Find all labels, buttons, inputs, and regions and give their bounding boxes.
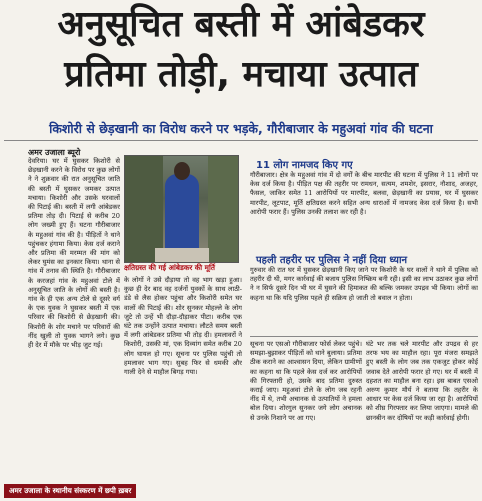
- footer-note: अमर उजाला के स्थानीय संस्करण में छपी ख़बर: [4, 484, 136, 498]
- box-2-text: गुरुवार की रात घर में घुसकर छेड़खानी किए जाने पर किशोरी के घर वालों ने थाने में पुलिस को तहरीर दी थी, मगर कार्रवाई की बजाय पुलिस निष्क्रिय बनी रही। इसी का लाभ उठाकर कुछ लोगों ने न सिर्फ दूसरे दिन भी घर में घुसने की हिमाकत की बल्कि जमकर उपद्रव भी किया। लोगों का कहना था कि यदि पुलिस पहले ही सक्रिय हो जाती तो बवाल न होता।: [250, 266, 478, 302]
- foliage-right: [208, 156, 238, 262]
- headline-line-2: प्रतिमा तोड़ी, मचाया उत्पात: [64, 54, 418, 95]
- pedestal: [155, 248, 209, 262]
- box-1-title: 11 लोग नामजद किए गए: [256, 160, 353, 171]
- column-3: सूचना पर एसओ गौरीबाजार फोर्स लेकर पहुंचे। समझा-बुझाकर पीड़ितों को थाने बुलाया। प्रतिमा ठीक कराने का आश्वासन दिया, लेकिन ग्रामीणों का कहना था कि पहले केस दर्ज कर आरोपियों की गिरफ्तारी हो, उसके बाद प्रतिमा दुरुस्त कराई जाए। महुअवां टोले के लोग जब रहनी नींद में थे, तभी अचानक से उत्पातियों ने हमला बोल दिया। शोरगुल सुनकर जगे लोग अचानक से उनके निशाने पर आ गए।: [250, 340, 362, 422]
- column-4: घंटे भर तक चले मारपीट और उपद्रव से हर तरफ भय का माहौल रहा। पूरा मंजरा समझते हुए बस्ती के लोग जब तक एकजुट होकर कोई जवाब देते आरोपी फरार हो गए। घर में बस्ती में दहशत का माहौल बना रहा। इस बाबत एसओ अरुण कुमार मौर्य ने बताया कि तहरीर के आधार पर केस दर्ज किया जा रहा है। आरोपियों को शीघ्र गिरफ्तार कर लिया जाएगा। मामले की छानबीन कर दोषियों पर कड़ी कार्रवाई होगी।: [366, 340, 478, 422]
- statue-head: [174, 162, 190, 180]
- divider: [250, 336, 478, 337]
- column-2: के लोगों ने उसे दौड़ाया तो वह भाग खड़ा हुआ। कुछ ही देर बाद वह दर्जनों युवकों के साथ लाठी-डंडे से लैस होकर पहुंचा और किशोरी समेत घर वालों की पिटाई की। शोर सुनकर मोहल्ले के लोग जुटे तो उन्हें भी दौड़ा-दौड़ाकर पीटा। करीब एक घंटे तक उन्होंने उत्पात मचाया। लौटते समय बस्ती में लगी आंबेडकर प्रतिमा भी तोड़ दी। हमलावरों ने किशोरी, उसकी मां, एक दिव्यांग समेत करीब 20 लोग घायल हो गए। सूचना पर पुलिस पहुंची तो हमलावर भाग गए। सुबह फिर से धमकी और गाली देने से माहौल बिगड़ गया।: [124, 276, 242, 377]
- statue-body: [165, 174, 199, 254]
- column-1: देवरिया। घर में घुसकर किशोरी से छेड़खानी करने के विरोध पर कुछ लोगों ने ने शुक्रवार की रात अनुसूचित जाति की बस्ती में घुसकर जमकर उत्पात मचाया। किशोरी और उसके घरवालों की पिटाई की। बस्ती में लगी आंबेडकर प्रतिमा तोड़ दी। पिटाई से करीब 20 लोग जख्मी हुए हैं। घटना गौरीबाजार के महुअवां गांव की है। पीड़ितों ने थाने पहुंचकर हंगामा किया। केस दर्ज कराने और प्रतिमा की मरम्मत की मांग को लेकर घुमंस का इनकार किया। थाना से गांव में तनाव की स्थिति है। गौरीबाजार के करजहां गांव के महुअवां टोले में अनुसूचित जाति के लोगों की बस्ती है। गांव के ही एक अन्य टोले से दूसरे वर्ग के एक युवक ने घुसकर बस्ती में एक परिवार की किशोरी से छेड़खानी की। किशोरी के शोर मचाने पर परिवारों की नींद खुली तो युवक भागने लगे। कुछ ही देर में मौके पर भीड़ जुट गई।: [28, 157, 120, 350]
- subheadline: किशोरी से छेड़खानी का विरोध करने पर भड़के, गौरीबाजार के महुअवां गांव की घटना: [49, 121, 433, 136]
- box-1-text: गौरीबाजार। क्षेत्र के महुअवां गांव में दो वर्गों के बीच मारपीट की घटना में पुलिस ने 11 लोगों पर केस दर्ज किया है। पीड़ित पक्ष की तहरीर पर रामधन, सत्यम, शमशेर, इसरार, नौशाद, अजहर, फैसल, जाकिर समेत 11 आरोपियों पर मारपीट, बलवा, छेड़खानी का प्रयास, घर में घुसकर मारपीट, लूटपाट, मूर्ति क्षतिग्रस्त करने सहित अन्य धाराओं में नामजद केस दर्ज किया है। सभी आरोपी फरार हैं। पुलिस उनकी तलाश कर रही है।: [250, 171, 478, 216]
- divider: [4, 140, 478, 141]
- photo-caption: क्षतिग्रस्त की गई आंबेडकर की मूर्ति: [124, 263, 215, 272]
- byline: अमर उजाला ब्यूरो: [28, 148, 81, 157]
- headline-line-1: अनुसूचित बस्ती में आंबेडकर: [57, 4, 425, 45]
- foliage-left: [125, 156, 163, 262]
- box-2-title: पहली तहरीर पर पुलिस ने नहीं दिया ध्यान: [256, 255, 408, 266]
- statue-photo: [124, 155, 239, 263]
